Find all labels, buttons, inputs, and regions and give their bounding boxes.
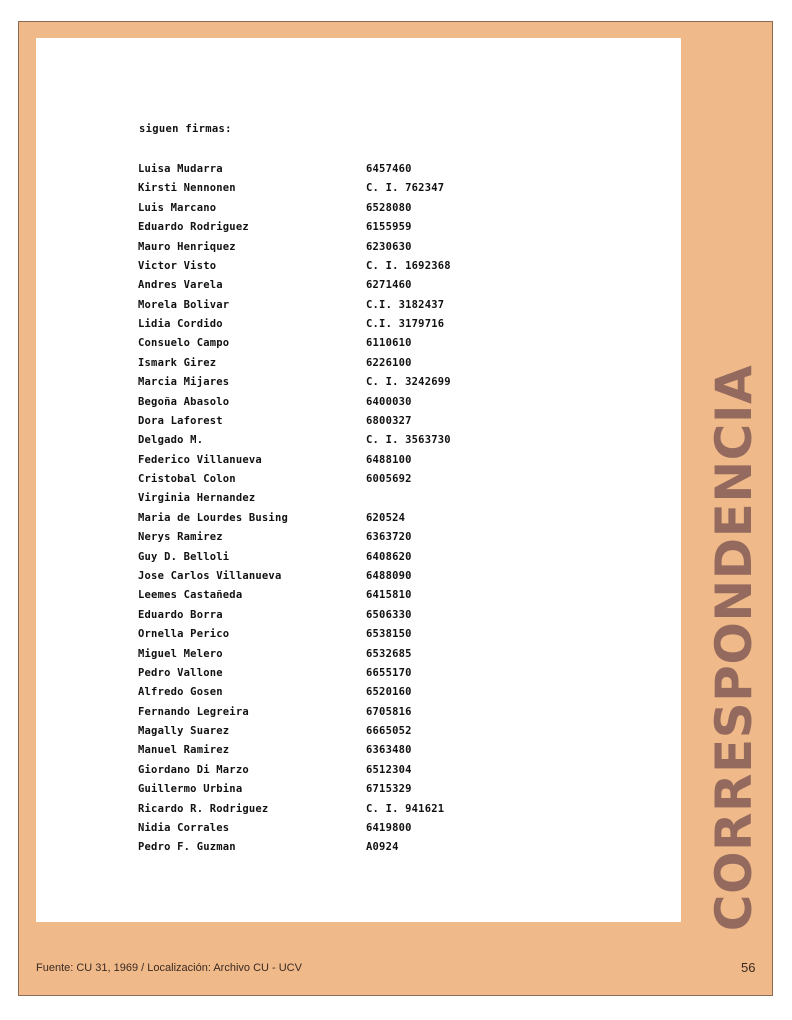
signatory-name: Nidia Corrales [138,821,230,834]
signatory-name: Lidia Cordido [138,318,223,331]
signatory-id-number: 6488100 [366,453,412,466]
signatory-id-number: 6665052 [366,725,412,738]
signatory-id-number: 6705816 [366,705,412,718]
signatory-name: Luisa Mudarra [138,163,223,175]
signatory-name: Pedro F. Guzman [138,841,236,854]
signatory-id-number: 6271460 [366,279,412,292]
signatory-id-number: 6520160 [366,686,412,699]
signatory-id-number: 6230630 [366,240,412,253]
signatory-id-number: 6005692 [366,473,412,486]
signatory-id-number: 6226100 [366,356,412,369]
signatory-name: Andres Varela [138,279,223,292]
signatory-name: Guillermo Urbina [138,783,243,796]
signatory-id-number: C. I. 762347 [366,182,445,195]
signatory-name: Manuel Ramirez [138,744,230,757]
signatory-name: Giordano Di Marzo [138,763,249,776]
signatory-id-number: 6488090 [366,569,412,582]
signatory-id-number: 6155959 [366,221,412,234]
signatory-id-number: C. I. 3242699 [366,376,451,389]
signatory-name: Victor Visto [138,259,217,272]
document-heading: siguen firmas: [139,123,232,135]
signatory-name: Pedro Vallone [138,666,223,679]
signatory-name: Eduardo Rodriguez [138,221,249,234]
signatory-id-number: C.I. 3179716 [366,318,445,331]
signatory-name: Ricardo R. Rodriguez [138,802,269,815]
signatory-name: Magally Suarez [138,725,230,738]
signatory-name: Ornella Perico [138,628,230,641]
signatory-id-number: 6363720 [366,531,412,544]
signatory-name: Delgado M. [138,434,204,447]
signatory-id-number: 6512304 [366,763,412,776]
signatory-name: Alfredo Gosen [138,686,223,699]
signatory-id-number: A0924 [366,841,399,854]
signatory-name: Begoña Abasolo [138,395,230,408]
signatory-id-number: 6400030 [366,395,412,408]
signatory-id-number: 6408620 [366,550,412,563]
signatory-name: Luis Marcano [138,201,217,214]
signatory-id-number: 6528080 [366,201,412,214]
signatory-id-number: C.I. 3182437 [366,298,445,311]
signatory-name: Guy D. Belloli [138,550,230,563]
signatory-name: Fernando Legreira [138,705,249,718]
signatory-name: Ismark Girez [138,356,217,369]
signatory-id-number: 6110610 [366,337,412,350]
signatory-id-number: C. I. 1692368 [366,259,451,272]
source-caption: Fuente: CU 31, 1969 / Localización: Archivo CU - UCV [36,962,302,974]
signatory-id-number: 6532685 [366,647,412,660]
signatory-name: Leemes Castañeda [138,589,243,602]
document-scan [36,38,681,922]
signatory-name: Mauro Henriquez [138,240,236,253]
signatory-id-number: 6363480 [366,744,412,757]
signatory-id-number: 6457460 [366,163,412,175]
section-title: CORRESPONDENCIA [705,364,763,932]
signatory-id-number: 6506330 [366,608,412,621]
signatory-name: Cristobal Colon [138,473,236,486]
page-number: 56 [741,960,756,975]
signatory-name: Federico Villanueva [138,453,262,466]
signatory-id-number: C. I. 941621 [366,802,445,815]
signatory-name: Kirsti Nennonen [138,182,236,195]
signatory-id-number: 6538150 [366,628,412,641]
signatory-name: Jose Carlos Villanueva [138,569,282,582]
signatory-name: Miguel Melero [138,647,223,660]
signatory-name: Consuelo Campo [138,337,230,350]
signatory-id-number: C. I. 3563730 [366,434,451,447]
signatory-name: Maria de Lourdes Busing [138,511,288,524]
signatory-name: Eduardo Borra [138,608,223,621]
signatory-id-number: 6419800 [366,821,412,834]
signatory-id-number: 620524 [366,511,406,524]
signatory-name: Dora Laforest [138,414,223,427]
signatory-name: Virginia Hernandez [138,492,256,505]
signatory-id-number: 6415810 [366,589,412,602]
signatory-name: Nerys Ramirez [138,531,223,544]
signatory-id-number: 6655170 [366,666,412,679]
signatory-id-number: 6800327 [366,414,412,427]
signatory-id-number: 6715329 [366,783,412,796]
signatory-name: Marcia Mijares [138,376,230,389]
signatory-name: Morela Bolivar [138,298,230,311]
